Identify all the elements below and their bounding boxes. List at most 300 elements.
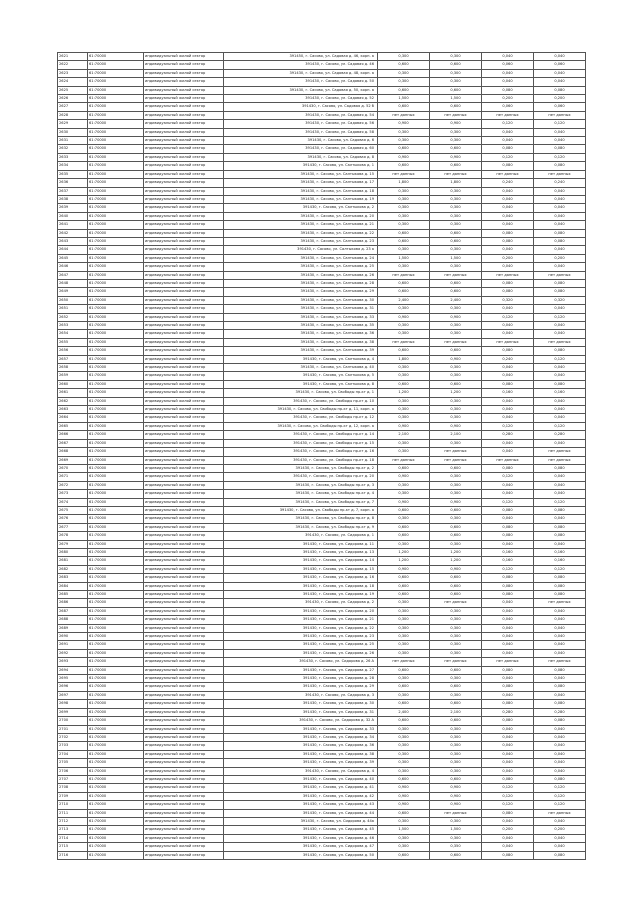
- value-1: 0,900: [378, 422, 430, 430]
- sector-type: индивидуальный жилой сектор: [144, 364, 224, 372]
- value-4: 0,080: [534, 683, 586, 691]
- value-1: 0,300: [378, 187, 430, 195]
- row-number: 2633: [58, 153, 88, 161]
- cadastral-code: 61:70000: [88, 591, 144, 599]
- sector-type: индивидуальный жилой сектор: [144, 254, 224, 262]
- row-number: 2704: [58, 750, 88, 758]
- value-2: 0,300: [430, 607, 482, 615]
- value-1: нет данных: [378, 170, 430, 178]
- address: 391430, г. Сасово, ул. Салтыкова д. 24: [224, 254, 378, 262]
- value-1: 0,300: [378, 69, 430, 77]
- address: 391430, г. Сасово, ул. Салтыкова д. 25: [224, 263, 378, 271]
- value-3: 0,040: [482, 725, 534, 733]
- sector-type: индивидуальный жилой сектор: [144, 775, 224, 783]
- table-row: [58, 195, 586, 203]
- value-3: 0,040: [482, 305, 534, 313]
- value-4: 0,200: [534, 826, 586, 834]
- value-2: 0,300: [430, 759, 482, 767]
- address: 391430, г. Сасово, ул. Садовая д. 46: [224, 61, 378, 69]
- value-1: 0,300: [378, 406, 430, 414]
- value-1: 0,300: [378, 322, 430, 330]
- address: 391430, г. Сасово, ул. Сидорова д. 39: [224, 759, 378, 767]
- row-number: 2715: [58, 843, 88, 851]
- value-3: 0,040: [482, 742, 534, 750]
- value-2: 0,900: [430, 153, 482, 161]
- table-row: [58, 464, 586, 472]
- row-number: 2648: [58, 279, 88, 287]
- value-2: 0,900: [430, 784, 482, 792]
- value-3: 0,080: [482, 145, 534, 153]
- value-4: 0,040: [534, 473, 586, 481]
- value-2: 0,300: [430, 515, 482, 523]
- value-4: 0,040: [534, 624, 586, 632]
- address: 391430, г. Сасово, ул. Сидорова д. 45: [224, 826, 378, 834]
- value-4: 0,040: [534, 649, 586, 657]
- value-4: 0,120: [534, 422, 586, 430]
- row-number: 2629: [58, 120, 88, 128]
- value-1: 0,300: [378, 204, 430, 212]
- table-row: [58, 582, 586, 590]
- value-2: 0,600: [430, 61, 482, 69]
- value-2: 0,300: [430, 372, 482, 380]
- cadastral-code: 61:70000: [88, 246, 144, 254]
- address: 391430, г. Сасово, ул. Сидорова д. 25: [224, 641, 378, 649]
- value-1: нет данных: [378, 456, 430, 464]
- value-4: 0,080: [534, 582, 586, 590]
- table-row: [58, 649, 586, 657]
- value-4: 0,160: [534, 557, 586, 565]
- address: 391450, г. Сасово, ул. Садовая д. 46, корп. а: [224, 53, 378, 61]
- value-3: 0,040: [482, 733, 534, 741]
- value-2: 1,200: [430, 548, 482, 556]
- sector-type: индивидуальный жилой сектор: [144, 397, 224, 405]
- value-2: 2,100: [430, 708, 482, 716]
- value-1: 0,300: [378, 641, 430, 649]
- value-4: нет данных: [534, 809, 586, 817]
- value-1: 0,600: [378, 237, 430, 245]
- table-row: [58, 565, 586, 573]
- value-2: 1,500: [430, 95, 482, 103]
- value-3: 0,040: [482, 843, 534, 851]
- value-2: 0,300: [430, 53, 482, 61]
- value-3: нет данных: [482, 111, 534, 119]
- value-4: 0,120: [534, 565, 586, 573]
- table-row: [58, 263, 586, 271]
- value-3: 0,040: [482, 817, 534, 825]
- row-number: 2672: [58, 481, 88, 489]
- address: 391430, г. Сасово, ул. Сидорова д. 47: [224, 843, 378, 851]
- value-1: 0,300: [378, 691, 430, 699]
- table-row: [58, 784, 586, 792]
- sector-type: индивидуальный жилой сектор: [144, 809, 224, 817]
- value-2: 0,900: [430, 498, 482, 506]
- cadastral-code: 61:70000: [88, 389, 144, 397]
- row-number: 2628: [58, 111, 88, 119]
- value-2: 0,300: [430, 221, 482, 229]
- row-number: 2711: [58, 809, 88, 817]
- sector-type: индивидуальный жилой сектор: [144, 658, 224, 666]
- address: 391430, г. Сасово, ул. Сидорова д. 42: [224, 792, 378, 800]
- table-row: [58, 372, 586, 380]
- value-4: 0,040: [534, 212, 586, 220]
- cadastral-code: 61:70000: [88, 103, 144, 111]
- sector-type: индивидуальный жилой сектор: [144, 288, 224, 296]
- row-number: 2676: [58, 515, 88, 523]
- address: 391430, г. Сасово, ул. Свободы пр-кт д. 12: [224, 414, 378, 422]
- cadastral-code: 61:70000: [88, 599, 144, 607]
- row-number: 2693: [58, 658, 88, 666]
- row-number: 2695: [58, 675, 88, 683]
- value-1: 1,200: [378, 548, 430, 556]
- cadastral-code: 61:70000: [88, 78, 144, 86]
- value-2: 0,300: [430, 246, 482, 254]
- address: 391430, г. Сасово, ул. Сидорова д. 16: [224, 574, 378, 582]
- sector-type: индивидуальный жилой сектор: [144, 246, 224, 254]
- address: 391430, г. Сасово, ул. Свободы пр-кт д. 10: [224, 397, 378, 405]
- sector-type: индивидуальный жилой сектор: [144, 817, 224, 825]
- value-2: 0,900: [430, 313, 482, 321]
- value-3: 0,080: [482, 229, 534, 237]
- sector-type: индивидуальный жилой сектор: [144, 431, 224, 439]
- value-1: нет данных: [378, 658, 430, 666]
- address: 391430, г. Сасово, ул. Салтыкова д. 15: [224, 170, 378, 178]
- sector-type: индивидуальный жилой сектор: [144, 523, 224, 531]
- table-row: [58, 498, 586, 506]
- cadastral-code: 61:70000: [88, 111, 144, 119]
- address: 391430, г. Сасово, ул. Садовая д. 60: [224, 145, 378, 153]
- value-2: 0,300: [430, 540, 482, 548]
- value-2: 0,300: [430, 212, 482, 220]
- value-3: 0,080: [482, 523, 534, 531]
- address: 391430, г. Сасово, ул. Сидорова д. 33: [224, 725, 378, 733]
- sector-type: индивидуальный жилой сектор: [144, 742, 224, 750]
- row-number: 2627: [58, 103, 88, 111]
- sector-type: индивидуальный жилой сектор: [144, 179, 224, 187]
- value-1: 2,100: [378, 431, 430, 439]
- value-3: 0,320: [482, 296, 534, 304]
- address: 391430, г. Сасово, ул. Сидорова д. 41: [224, 784, 378, 792]
- value-2: 0,300: [430, 817, 482, 825]
- value-3: 0,040: [482, 322, 534, 330]
- value-4: 0,040: [534, 691, 586, 699]
- value-2: 0,300: [430, 624, 482, 632]
- value-2: 0,300: [430, 439, 482, 447]
- sector-type: индивидуальный жилой сектор: [144, 843, 224, 851]
- value-4: 0,040: [534, 633, 586, 641]
- row-number: 2674: [58, 498, 88, 506]
- table-row: [58, 103, 586, 111]
- value-4: 0,040: [534, 767, 586, 775]
- value-3: 0,040: [482, 364, 534, 372]
- table-row: [58, 515, 586, 523]
- value-3: 0,080: [482, 162, 534, 170]
- address: 391430, г. Сасово, ул. Сидорова д. 4: [224, 767, 378, 775]
- value-3: 0,080: [482, 279, 534, 287]
- address: 391430, г. Сасово, ул. Салтыкова д. 26: [224, 271, 378, 279]
- cadastral-code: 61:70000: [88, 473, 144, 481]
- value-4: 0,080: [534, 237, 586, 245]
- table-row: [58, 809, 586, 817]
- value-2: 0,300: [430, 750, 482, 758]
- value-4: нет данных: [534, 170, 586, 178]
- value-2: 0,600: [430, 591, 482, 599]
- value-4: 0,040: [534, 204, 586, 212]
- table-row: [58, 313, 586, 321]
- value-4: 0,040: [534, 221, 586, 229]
- value-1: 0,300: [378, 414, 430, 422]
- value-3: 0,200: [482, 95, 534, 103]
- table-row: [58, 237, 586, 245]
- value-1: 0,300: [378, 834, 430, 842]
- row-number: 2652: [58, 313, 88, 321]
- cadastral-code: 61:70000: [88, 330, 144, 338]
- value-3: 0,060: [482, 61, 534, 69]
- cadastral-code: 61:70000: [88, 557, 144, 565]
- row-number: 2670: [58, 464, 88, 472]
- value-1: 1,500: [378, 95, 430, 103]
- cadastral-code: 61:70000: [88, 263, 144, 271]
- cadastral-code: 61:70000: [88, 725, 144, 733]
- value-2: нет данных: [430, 658, 482, 666]
- sector-type: индивидуальный жилой сектор: [144, 801, 224, 809]
- row-number: 2634: [58, 162, 88, 170]
- cadastral-code: 61:70000: [88, 548, 144, 556]
- value-4: 0,040: [534, 305, 586, 313]
- value-1: 0,600: [378, 162, 430, 170]
- value-3: 0,040: [482, 69, 534, 77]
- row-number: 2688: [58, 616, 88, 624]
- value-4: 0,080: [534, 591, 586, 599]
- value-1: 0,300: [378, 675, 430, 683]
- row-number: 2709: [58, 792, 88, 800]
- address: 391430, г. Сасово, ул. Сидорова д. 32 А: [224, 717, 378, 725]
- cadastral-code: 61:70000: [88, 691, 144, 699]
- value-1: 0,300: [378, 616, 430, 624]
- sector-type: индивидуальный жилой сектор: [144, 128, 224, 136]
- cadastral-code: 61:70000: [88, 355, 144, 363]
- value-1: нет данных: [378, 111, 430, 119]
- value-2: 0,300: [430, 633, 482, 641]
- value-2: 0,600: [430, 506, 482, 514]
- row-number: 2673: [58, 490, 88, 498]
- value-1: 0,600: [378, 582, 430, 590]
- address: 391430, г. Сасово, ул. Сидорова д. 40: [224, 775, 378, 783]
- value-3: 0,080: [482, 591, 534, 599]
- value-2: 0,300: [430, 195, 482, 203]
- value-1: 0,600: [378, 506, 430, 514]
- cadastral-code: 61:70000: [88, 237, 144, 245]
- value-4: 0,040: [534, 481, 586, 489]
- sector-type: индивидуальный жилой сектор: [144, 532, 224, 540]
- table-row: [58, 179, 586, 187]
- sector-type: индивидуальный жилой сектор: [144, 414, 224, 422]
- address: 391430, г. Сасово, ул. Свободы пр-кт д. 16: [224, 448, 378, 456]
- cadastral-code: 61:70000: [88, 759, 144, 767]
- sector-type: индивидуальный жилой сектор: [144, 439, 224, 447]
- value-2: 0,300: [430, 406, 482, 414]
- value-3: 0,080: [482, 700, 534, 708]
- table-row: [58, 456, 586, 464]
- cadastral-code: 61:70000: [88, 380, 144, 388]
- table-row: [58, 683, 586, 691]
- row-number: 2657: [58, 355, 88, 363]
- value-2: 0,600: [430, 717, 482, 725]
- sector-type: индивидуальный жилой сектор: [144, 78, 224, 86]
- value-2: 0,600: [430, 464, 482, 472]
- address: 391430, г. Сасово, ул. Свободы пр-кт д. 14: [224, 431, 378, 439]
- address: 391430, г. Сасово, ул. Садовая д. 6: [224, 137, 378, 145]
- value-4: 0,040: [534, 263, 586, 271]
- table-row: [58, 330, 586, 338]
- value-2: 0,600: [430, 380, 482, 388]
- sector-type: индивидуальный жилой сектор: [144, 338, 224, 346]
- value-2: 0,300: [430, 322, 482, 330]
- value-3: 0,060: [482, 103, 534, 111]
- value-4: 0,040: [534, 69, 586, 77]
- value-3: 0,040: [482, 540, 534, 548]
- value-2: нет данных: [430, 111, 482, 119]
- value-4: 0,040: [534, 414, 586, 422]
- table-row: [58, 397, 586, 405]
- cadastral-code: 61:70000: [88, 843, 144, 851]
- sector-type: индивидуальный жилой сектор: [144, 851, 224, 859]
- value-1: 1,200: [378, 389, 430, 397]
- row-number: 2656: [58, 347, 88, 355]
- row-number: 2642: [58, 229, 88, 237]
- address: 391430, г. Сасово, ул. Салтыкова д. 21: [224, 221, 378, 229]
- value-3: нет данных: [482, 170, 534, 178]
- address: 391430, г. Сасово, ул. Сидорова д. 21: [224, 616, 378, 624]
- cadastral-code: 61:70000: [88, 120, 144, 128]
- value-1: 0,600: [378, 103, 430, 111]
- cadastral-code: 61:70000: [88, 406, 144, 414]
- value-3: 0,040: [482, 263, 534, 271]
- value-3: 0,040: [482, 78, 534, 86]
- registry-table: [57, 52, 586, 860]
- cadastral-code: 61:70000: [88, 431, 144, 439]
- value-2: 0,600: [430, 582, 482, 590]
- value-1: 0,300: [378, 330, 430, 338]
- value-3: 0,080: [482, 380, 534, 388]
- sector-type: индивидуальный жилой сектор: [144, 540, 224, 548]
- sector-type: индивидуальный жилой сектор: [144, 195, 224, 203]
- address: 391430, г. Сасово, ул. Сидорова д. 3: [224, 691, 378, 699]
- cadastral-code: 61:70000: [88, 288, 144, 296]
- value-4: 0,160: [534, 548, 586, 556]
- sector-type: индивидуальный жилой сектор: [144, 347, 224, 355]
- value-2: 0,300: [430, 187, 482, 195]
- value-4: 0,080: [534, 666, 586, 674]
- value-3: 0,120: [482, 498, 534, 506]
- row-number: 2699: [58, 708, 88, 716]
- table-row: [58, 279, 586, 287]
- address: 391430, г. Сасово, ул. Салтыкова д. 28: [224, 279, 378, 287]
- cadastral-code: 61:70000: [88, 153, 144, 161]
- sector-type: индивидуальный жилой сектор: [144, 565, 224, 573]
- row-number: 2698: [58, 700, 88, 708]
- value-1: 0,600: [378, 700, 430, 708]
- table-row: [58, 691, 586, 699]
- cadastral-code: 61:70000: [88, 750, 144, 758]
- cadastral-code: 61:70000: [88, 506, 144, 514]
- value-3: 0,120: [482, 153, 534, 161]
- table-row: [58, 170, 586, 178]
- value-2: 0,900: [430, 792, 482, 800]
- value-1: 0,600: [378, 86, 430, 94]
- row-number: 2678: [58, 532, 88, 540]
- table-row: [58, 296, 586, 304]
- cadastral-code: 61:70000: [88, 338, 144, 346]
- value-3: нет данных: [482, 338, 534, 346]
- value-2: 0,300: [430, 767, 482, 775]
- value-4: нет данных: [534, 338, 586, 346]
- row-number: 2689: [58, 624, 88, 632]
- cadastral-code: 61:70000: [88, 582, 144, 590]
- row-number: 2694: [58, 666, 88, 674]
- cadastral-code: 61:70000: [88, 254, 144, 262]
- value-4: 0,080: [534, 380, 586, 388]
- sector-type: индивидуальный жилой сектор: [144, 826, 224, 834]
- row-number: 2700: [58, 717, 88, 725]
- row-number: 2708: [58, 784, 88, 792]
- sector-type: индивидуальный жилой сектор: [144, 212, 224, 220]
- sector-type: индивидуальный жилой сектор: [144, 456, 224, 464]
- row-number: 2650: [58, 296, 88, 304]
- value-4: нет данных: [534, 111, 586, 119]
- value-1: 0,300: [378, 515, 430, 523]
- value-1: 0,600: [378, 61, 430, 69]
- row-number: 2703: [58, 742, 88, 750]
- table-row: [58, 473, 586, 481]
- value-2: 1,500: [430, 826, 482, 834]
- row-number: 2622: [58, 61, 88, 69]
- sector-type: индивидуальный жилой сектор: [144, 691, 224, 699]
- value-1: 0,600: [378, 229, 430, 237]
- value-1: 0,300: [378, 742, 430, 750]
- table-row: [58, 422, 586, 430]
- row-number: 2707: [58, 775, 88, 783]
- sector-type: индивидуальный жилой сектор: [144, 170, 224, 178]
- value-4: 0,040: [534, 195, 586, 203]
- value-3: 0,080: [482, 582, 534, 590]
- row-number: 2661: [58, 389, 88, 397]
- address: 391430, г. Сасово, ул. Садовая д. 58: [224, 128, 378, 136]
- value-4: 0,080: [534, 506, 586, 514]
- value-1: 0,300: [378, 490, 430, 498]
- table-row: [58, 750, 586, 758]
- cadastral-code: 61:70000: [88, 775, 144, 783]
- table-row: [58, 322, 586, 330]
- table-row: [58, 86, 586, 94]
- row-number: 2682: [58, 565, 88, 573]
- value-3: 0,080: [482, 717, 534, 725]
- value-2: 0,300: [430, 641, 482, 649]
- sector-type: индивидуальный жилой сектор: [144, 708, 224, 716]
- table-row: [58, 95, 586, 103]
- address: 391430, г. Сасово, ул. Салтыкова д. 35: [224, 322, 378, 330]
- value-2: 0,900: [430, 355, 482, 363]
- table-row: [58, 523, 586, 531]
- sector-type: индивидуальный жилой сектор: [144, 187, 224, 195]
- value-4: 0,120: [534, 801, 586, 809]
- row-number: 2713: [58, 826, 88, 834]
- value-1: 0,300: [378, 137, 430, 145]
- value-2: нет данных: [430, 271, 482, 279]
- row-number: 2690: [58, 633, 88, 641]
- value-4: 0,200: [534, 95, 586, 103]
- table-row: [58, 717, 586, 725]
- address: 391430, г. Сасово, ул. Салтыкова д. 40: [224, 364, 378, 372]
